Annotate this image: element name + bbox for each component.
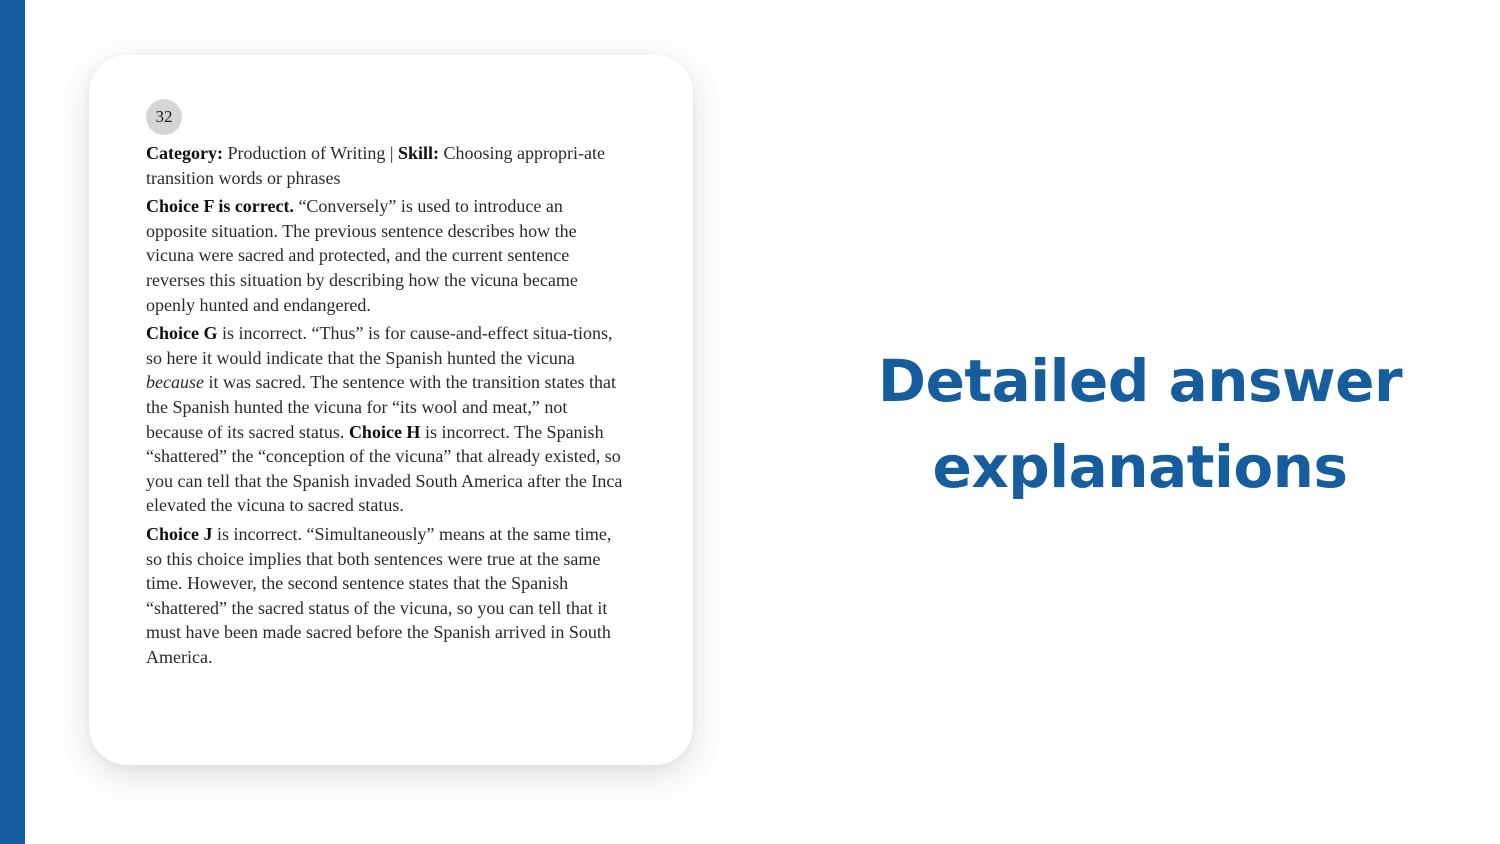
choice-g-emphasis: because: [146, 372, 204, 393]
choice-j-label: Choice J: [146, 523, 213, 544]
choice-g-text-1: is incorrect. “Thus” is for cause-and-effect situa-tions, so here it would indicate that the Spanish hunted the vicuna: [146, 323, 613, 368]
choice-f-paragraph: [146, 194, 624, 317]
page-number-badge: 32: [146, 99, 182, 135]
choice-h-text: is incorrect. The Spanish “shattered” the “conception of the vicuna” that already existed, so you can tell that the Spanish invaded South America after the Inca elevated the vicuna to sacred status.: [146, 421, 623, 516]
choice-j-text: is incorrect. “Simultaneously” means at the same time, so this choice implies that both sentences were true at the same time. However, the second sentence states that the Spanish “shattered” the sacred status of the vicuna, so you can tell that it must have been made sacred before the Spanish arrived in South America.: [146, 523, 612, 667]
explanation-text: [146, 141, 624, 673]
category-value: Production of Writing |: [222, 143, 399, 163]
heading-line-1: Detailed answer: [877, 347, 1403, 415]
accent-bar: [0, 0, 25, 844]
skill-value: Choosing appropri-ate transition words or phrases: [146, 143, 606, 188]
choice-g-h-paragraph: [146, 321, 624, 518]
slide-heading: [850, 338, 1430, 510]
choice-f-text: “Conversely” is used to introduce an opposite situation. The previous sentence describes how the vicuna were sacred and protected, and the current sentence reverses this situation by describing how the vicuna became openly hunted and endangered.: [146, 196, 578, 315]
category-line: [146, 141, 624, 190]
answer-card: [89, 55, 693, 765]
choice-j-paragraph: [146, 522, 624, 670]
choice-h-label: Choice H: [348, 421, 421, 442]
heading-line-2: explanations: [932, 433, 1348, 501]
choice-g-text-2: it was sacred. The sentence with the transition states that the Spanish hunted the vicuna for “its wool and meat,” not because of its sacred status.: [146, 372, 617, 442]
choice-g-label: Choice G: [146, 323, 218, 344]
skill-label: Skill:: [398, 143, 440, 163]
choice-f-label: Choice F is correct.: [146, 196, 294, 217]
category-label: Category:: [146, 143, 223, 163]
